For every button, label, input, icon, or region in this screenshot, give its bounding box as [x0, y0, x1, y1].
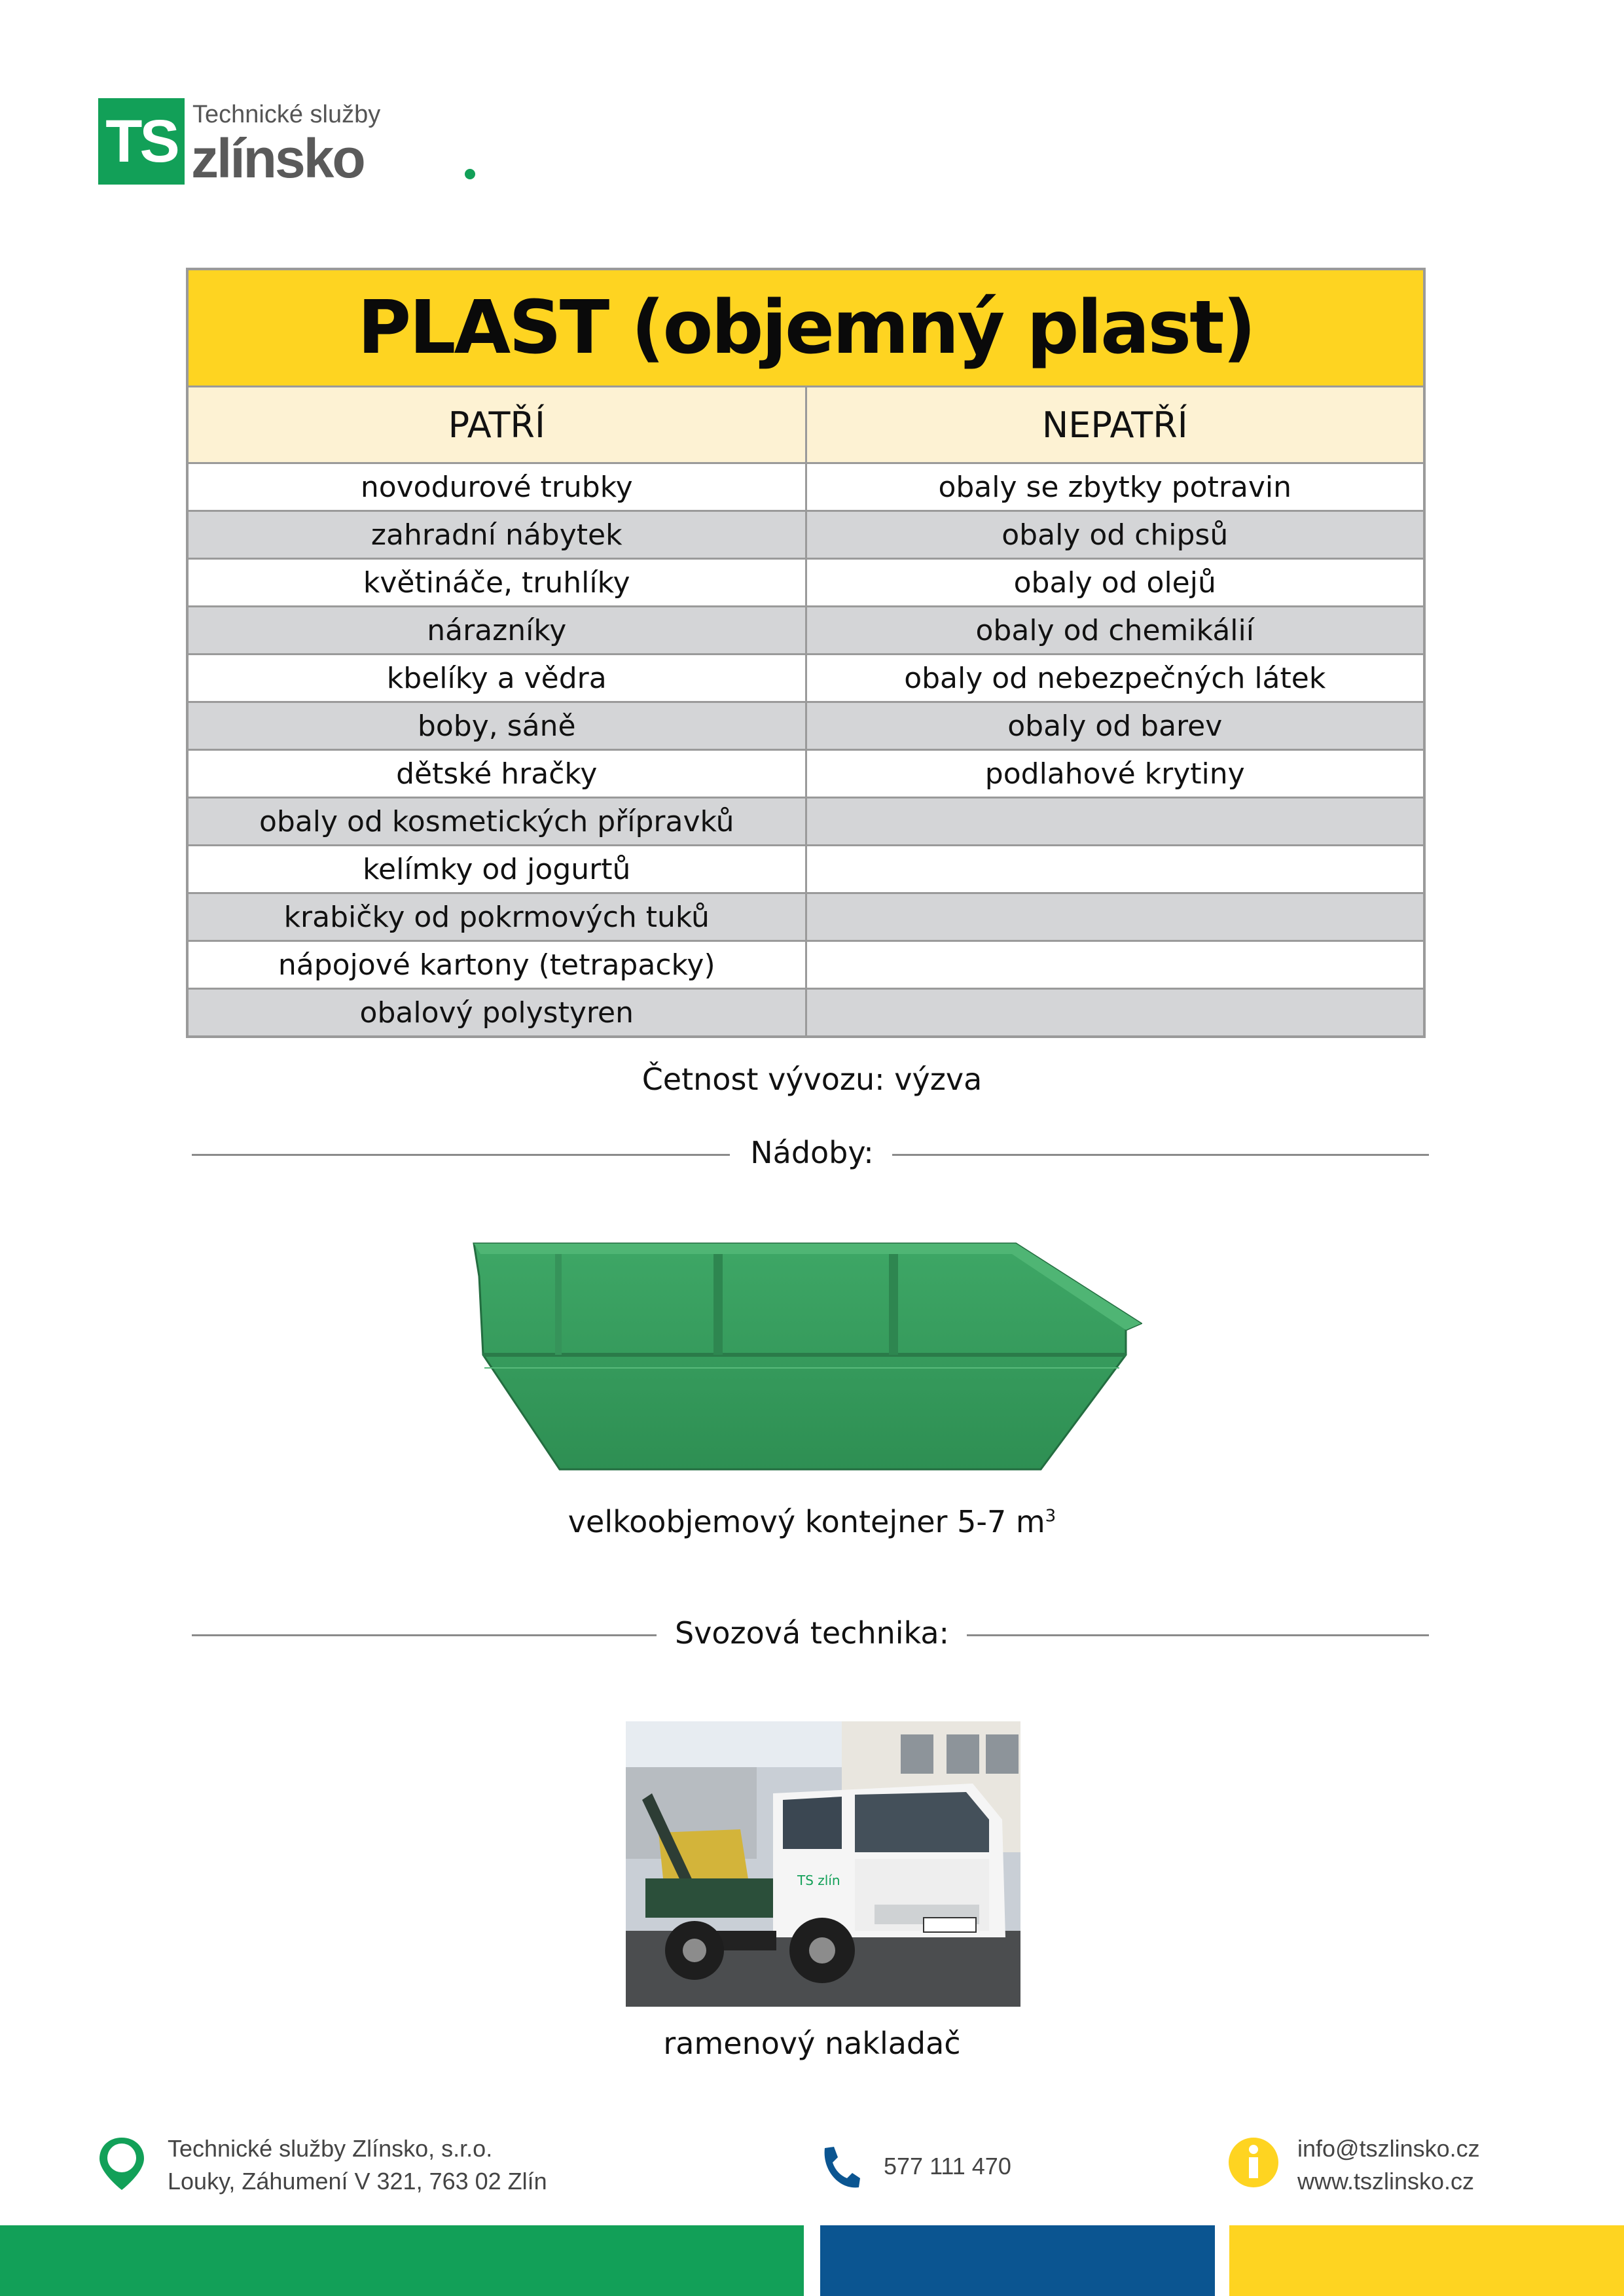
- cell-belongs: kbelíky a vědra: [189, 655, 807, 701]
- containers-heading: Nádoby:: [750, 1135, 874, 1170]
- location-pin-icon: [97, 2135, 147, 2193]
- logo-line2: zlínsko: [191, 128, 364, 189]
- cell-belongs: obaly od kosmetických přípravků: [189, 798, 807, 844]
- vehicles-heading: Svozová technika:: [674, 1615, 950, 1651]
- footer-company: Technické služby Zlínsko, s.r.o.: [168, 2135, 493, 2162]
- cell-belongs: boby, sáně: [189, 703, 807, 749]
- table-header: [189, 387, 1423, 464]
- table-row: [189, 464, 1423, 512]
- container-image: [471, 1237, 1142, 1474]
- container-caption: [0, 1504, 1624, 1539]
- cell-not-belongs: obaly od chemikálií: [975, 613, 1254, 647]
- cell-not-belongs: obaly se zbytky potravin: [938, 470, 1292, 504]
- company-logo: [98, 98, 414, 189]
- cell-not-belongs: obaly od olejů: [1013, 565, 1216, 600]
- cell-belongs: nárazníky: [189, 607, 807, 653]
- footer-email[interactable]: info@tszlinsko.cz: [1297, 2135, 1480, 2162]
- table-row: [189, 655, 1423, 703]
- cell-not-belongs: [807, 990, 1424, 1035]
- footer-bar-blue: [820, 2225, 1215, 2296]
- cell-not-belongs: [807, 942, 1424, 988]
- cell-belongs: květináče, truhlíky: [189, 560, 807, 605]
- cell-belongs: obalový polystyren: [189, 990, 807, 1035]
- footer-contact-block: [1297, 2132, 1480, 2198]
- cell-belongs: zahradní nábytek: [189, 512, 807, 558]
- cell-belongs: novodurové trubky: [189, 464, 807, 510]
- cell-not-belongs: [807, 894, 1424, 940]
- truck-door-text: TS zlín: [797, 1873, 840, 1888]
- table-row: [189, 607, 1423, 655]
- logo-badge: TS: [98, 98, 185, 185]
- container-caption-text: velkoobjemový kontejner 5-7 m: [568, 1504, 1045, 1539]
- footer-bar-yellow: [1229, 2225, 1624, 2296]
- table-title: PLAST (objemný plast): [189, 270, 1423, 387]
- table-body: [189, 464, 1423, 1035]
- header-belongs: PATŘÍ: [189, 387, 807, 462]
- cell-not-belongs: obaly od chipsů: [1001, 518, 1229, 552]
- table-row: [189, 990, 1423, 1035]
- collection-frequency: Četnost vývozu: výzva: [641, 1062, 983, 1097]
- phone-icon: [818, 2144, 861, 2191]
- cell-not-belongs: [807, 798, 1424, 844]
- container-caption-sup: 3: [1045, 1506, 1056, 1526]
- cell-belongs: dětské hračky: [189, 751, 807, 797]
- table-row: [189, 894, 1423, 942]
- cell-belongs: nápojové kartony (tetrapacky): [189, 942, 807, 988]
- cell-not-belongs: [807, 846, 1424, 892]
- info-icon: [1227, 2136, 1280, 2189]
- truck-image: [626, 1721, 1020, 2007]
- cell-not-belongs: podlahové krytiny: [984, 757, 1245, 791]
- table-row: [189, 560, 1423, 607]
- cell-belongs: kelímky od jogurtů: [189, 846, 807, 892]
- logo-dot: [465, 169, 475, 179]
- logo-line1: Technické služby: [192, 101, 381, 128]
- logo-wordmark: [191, 98, 414, 189]
- cell-belongs: krabičky od pokrmových tuků: [189, 894, 807, 940]
- table-row: [189, 512, 1423, 560]
- table-row: [189, 798, 1423, 846]
- table-row: [189, 751, 1423, 798]
- truck-caption: ramenový nakladač: [663, 2026, 961, 2061]
- table-row: [189, 942, 1423, 990]
- footer-web[interactable]: www.tszlinsko.cz: [1297, 2168, 1475, 2195]
- footer-bar-green: [0, 2225, 804, 2296]
- table-row: [189, 846, 1423, 894]
- footer-address: Louky, Záhumení V 321, 763 02 Zlín: [168, 2168, 547, 2195]
- table-row: [189, 703, 1423, 751]
- footer-phone[interactable]: 577 111 470: [884, 2153, 1011, 2179]
- waste-table: [186, 268, 1426, 1038]
- cell-not-belongs: obaly od nebezpečných látek: [904, 661, 1326, 695]
- footer-address-block: [168, 2132, 547, 2198]
- header-not-belongs: NEPATŘÍ: [1041, 404, 1188, 446]
- cell-not-belongs: obaly od barev: [1007, 709, 1223, 743]
